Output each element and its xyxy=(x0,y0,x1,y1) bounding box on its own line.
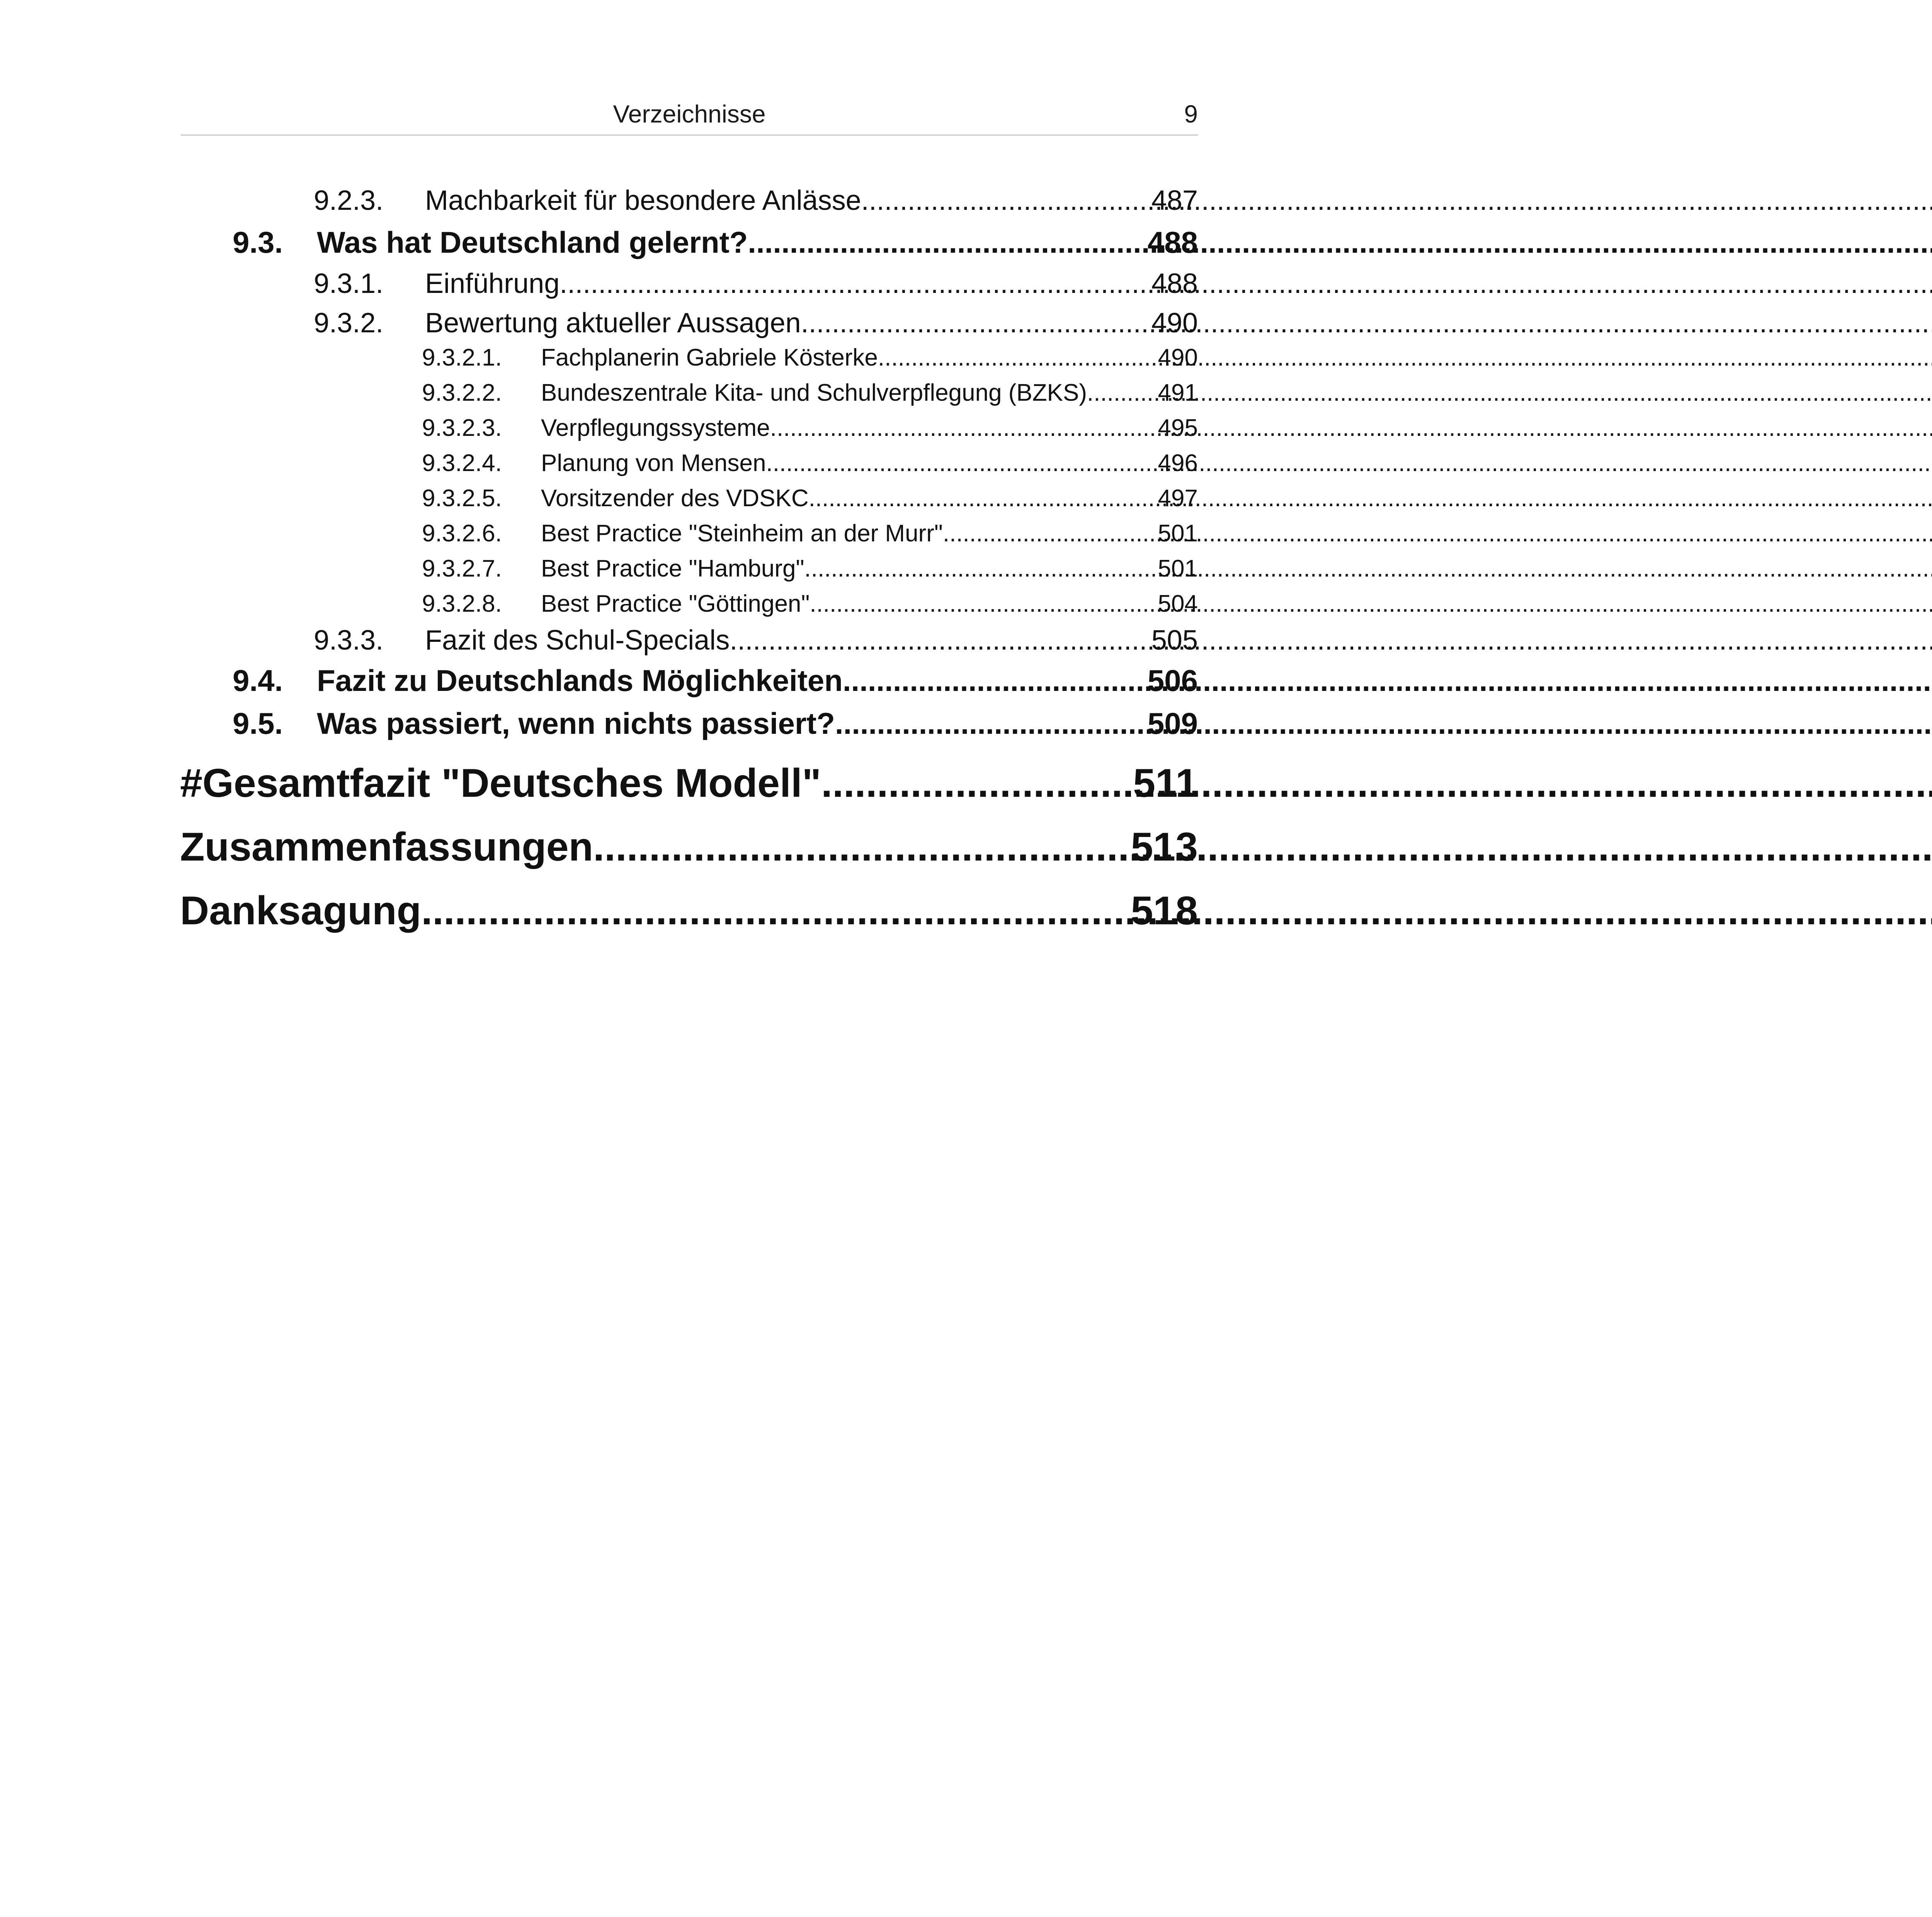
toc-number: 9.3.2.2. xyxy=(422,379,502,406)
toc-leader-dots xyxy=(821,754,1133,812)
toc-page-number: 488 xyxy=(1151,268,1198,299)
toc-entry[interactable] xyxy=(314,182,1198,219)
toc-entry[interactable] xyxy=(233,703,1198,744)
toc-title: Machbarkeit für besondere Anlässe xyxy=(425,185,861,216)
toc-entry[interactable] xyxy=(314,304,1198,342)
toc-leader-dots xyxy=(560,265,1151,302)
toc-page-number: 505 xyxy=(1151,625,1198,656)
toc-leader-dots xyxy=(843,660,1148,701)
toc-number: 9.3.2.6. xyxy=(422,520,502,547)
toc-page-number: 488 xyxy=(1147,225,1198,259)
toc-entry[interactable] xyxy=(422,411,1198,445)
toc-leader-dots xyxy=(766,446,1158,480)
toc-title: Was hat Deutschland gelernt? xyxy=(317,225,748,259)
toc-leader-dots xyxy=(835,703,1148,744)
toc-title: Fazit des Schul-Specials xyxy=(425,625,730,656)
page-header xyxy=(181,97,1198,136)
toc-title: Best Practice "Steinheim an der Murr" xyxy=(541,520,943,547)
toc-leader-dots xyxy=(730,622,1151,659)
toc-entry[interactable] xyxy=(180,818,1198,876)
toc-number: 9.3.2.1. xyxy=(422,344,502,371)
toc-page-number: 518 xyxy=(1131,888,1198,933)
toc-leader-dots xyxy=(421,882,1131,940)
page-number: 9 xyxy=(1184,100,1198,128)
toc-page-number: 501 xyxy=(1158,520,1198,547)
toc-number: 9.3.2.4. xyxy=(422,450,502,476)
toc-title: Danksagung xyxy=(180,888,422,933)
toc-leader-dots xyxy=(593,818,1131,876)
toc-leader-dots xyxy=(861,182,1151,219)
toc-number: 9.3. xyxy=(233,225,283,259)
toc-page-number: 513 xyxy=(1131,825,1198,869)
toc-entry[interactable] xyxy=(180,882,1198,940)
toc-leader-dots xyxy=(748,221,1148,263)
toc-page-number: 504 xyxy=(1158,590,1198,617)
toc-entry[interactable] xyxy=(422,587,1198,621)
toc-leader-dots xyxy=(801,304,1151,342)
toc-leader-dots xyxy=(943,517,1158,551)
toc-title: #Gesamtfazit "Deutsches Modell" xyxy=(180,761,821,806)
toc-title: Best Practice "Göttingen" xyxy=(541,590,810,617)
toc-title: Zusammenfassungen xyxy=(180,825,594,869)
toc-title: Fazit zu Deutschlands Möglichkeiten xyxy=(317,663,843,697)
toc-title: Verpflegungssysteme xyxy=(541,415,770,441)
toc-page-number: 495 xyxy=(1158,415,1198,441)
toc-page-number: 497 xyxy=(1158,485,1198,512)
toc-page-number: 506 xyxy=(1147,663,1198,697)
toc-leader-dots xyxy=(1087,376,1158,410)
toc-title: Best Practice "Hamburg" xyxy=(541,555,804,582)
toc-page-number: 501 xyxy=(1158,555,1198,582)
toc-number: 9.3.2.3. xyxy=(422,415,502,441)
toc-entry[interactable] xyxy=(422,376,1198,410)
toc-entry[interactable] xyxy=(233,221,1198,263)
toc-number: 9.3.2.8. xyxy=(422,590,502,617)
toc-title: Fachplanerin Gabriele Kösterke xyxy=(541,344,878,371)
toc-leader-dots xyxy=(804,552,1158,586)
toc-leader-dots xyxy=(810,587,1158,621)
toc-number: 9.2.3. xyxy=(314,185,384,216)
toc-page-number: 490 xyxy=(1151,308,1198,338)
toc-title: Was passiert, wenn nichts passiert? xyxy=(317,706,835,740)
toc-number: 9.3.1. xyxy=(314,268,384,299)
running-header-title: Verzeichnisse xyxy=(613,100,766,128)
toc-page-number: 496 xyxy=(1158,450,1198,476)
toc-entry[interactable] xyxy=(422,341,1198,375)
toc-number: 9.3.2. xyxy=(314,308,384,338)
toc-entry[interactable] xyxy=(422,517,1198,551)
toc-entry[interactable] xyxy=(314,622,1198,659)
toc-page-number: 490 xyxy=(1158,344,1198,371)
toc-entry[interactable] xyxy=(422,552,1198,586)
toc-entry[interactable] xyxy=(233,660,1198,701)
toc-leader-dots xyxy=(809,481,1158,515)
toc-number: 9.4. xyxy=(233,663,283,697)
toc-number: 9.3.2.5. xyxy=(422,485,502,512)
toc-title: Einführung xyxy=(425,268,560,299)
toc-leader-dots xyxy=(878,341,1158,375)
toc-entry[interactable] xyxy=(314,265,1198,302)
toc-entry[interactable] xyxy=(422,446,1198,480)
toc-number: 9.5. xyxy=(233,706,283,740)
toc-entry[interactable] xyxy=(180,754,1198,812)
toc-number: 9.3.3. xyxy=(314,625,384,656)
toc-number: 9.3.2.7. xyxy=(422,555,502,582)
toc-page-number: 511 xyxy=(1133,761,1198,806)
toc-page-number: 509 xyxy=(1147,706,1198,740)
toc-leader-dots xyxy=(770,411,1158,445)
toc-title: Bundeszentrale Kita- und Schulverpflegung (BZKS) xyxy=(541,379,1087,406)
toc-entry[interactable] xyxy=(422,481,1198,515)
toc-page-number: 491 xyxy=(1158,379,1198,406)
toc-title: Bewertung aktueller Aussagen xyxy=(425,308,801,338)
toc-title: Planung von Mensen xyxy=(541,450,766,476)
toc-title: Vorsitzender des VDSKC xyxy=(541,485,809,512)
toc-page-number: 487 xyxy=(1151,185,1198,216)
